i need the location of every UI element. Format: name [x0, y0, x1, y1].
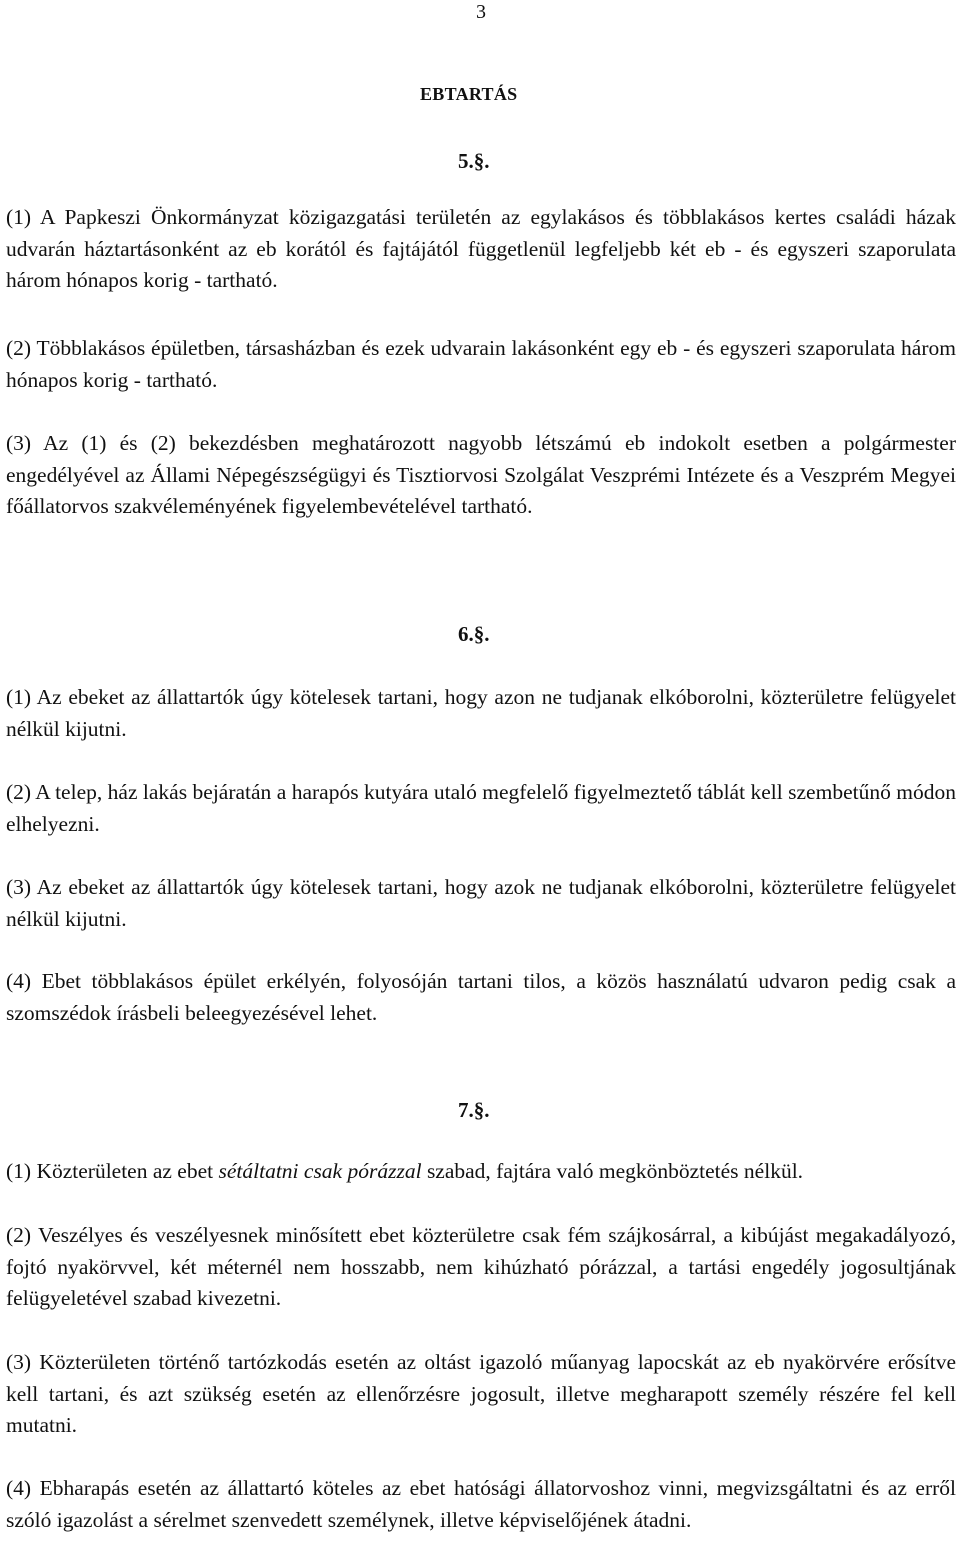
chapter-heading: EBTARTÁS: [420, 84, 518, 104]
paragraph-7-1-start: (1) Közterületen az ebet: [6, 1159, 219, 1183]
paragraph-5-2: (2) Többlakásos épületben, társasházban és ezek udvarain lakásonként egy eb - és egyszeri szaporulata három hónapos korig - tartható.: [6, 336, 956, 392]
paragraph-5-3: (3) Az (1) és (2) bekezdésben meghatározott nagyobb létszámú eb indokolt esetben a polgármester engedélyével az Állami Népegészségügyi és Tisztiorvosi Szolgálat Veszprémi Intézete és a Veszprém Megyei főállatorvos szakvéleményének figyelembevételével tartható.: [6, 431, 956, 518]
paragraph-6-1: (1) Az ebeket az állattartók úgy kötelesek tartani, hogy azon ne tudjanak elkóborolni, közterületre felügyelet nélkül kijutni.: [6, 685, 956, 741]
section-number-7: 7.§.: [458, 1098, 490, 1122]
paragraph-7-4: (4) Ebharapás esetén az állattartó köteles az ebet hatósági állatorvoshoz vinni, megvizsgáltatni és az erről szóló igazolást a sérelmet szenvedett személynek, illetve képviselőjének átadni.: [6, 1476, 956, 1532]
paragraph-7-1: [6, 1156, 956, 1188]
paragraph-7-1-italic: sétáltatni csak pórázzal: [218, 1159, 422, 1183]
paragraph-7-3: (3) Közterületen történő tartózkodás esetén az oltást igazoló műanyag lapocskát az eb nyakörvére erősítve kell tartani, és azt szükség esetén az ellenőrzésre jogosult, illetve megharapott személy részére fel kell mutatni.: [6, 1350, 956, 1437]
paragraph-6-3: (3) Az ebeket az állattartók úgy kötelesek tartani, hogy azok ne tudjanak elkóborolni, közterületre felügyelet nélkül kijutni.: [6, 875, 956, 931]
page-number: 3: [476, 1, 486, 23]
section-number-6: 6.§.: [458, 622, 490, 646]
paragraph-6-4: (4) Ebet többlakásos épület erkélyén, folyosóján tartani tilos, a közös használatú udvaron pedig csak a szomszédok írásbeli beleegyezésével lehet.: [6, 969, 956, 1025]
paragraph-5-1: (1) A Papkeszi Önkormányzat közigazgatási területén az egylakásos és többlakásos kertes családi házak udvarán háztartásonként az eb korától és fajtájától függetlenül legfeljebb két eb - és egyszeri szaporulata három hónapos korig - tartható.: [6, 205, 956, 292]
paragraph-7-1-end: szabad, fajtára való megkönböztetés nélkül.: [421, 1159, 804, 1183]
section-number-5: 5.§.: [458, 149, 490, 173]
paragraph-6-2: (2) A telep, ház lakás bejáratán a harapós kutyára utaló megfelelő figyelmeztető táblát kell szembetűnő módon elhelyezni.: [6, 780, 956, 836]
paragraph-7-2: (2) Veszélyes és veszélyesnek minősített ebet közterületre csak fém szájkosárral, a kibújást megakadályozó, fojtó nyakörvvel, két méternél nem hosszabb, nem kihúzható pórázzal, a tartási engedély jogosultjának felügyeletével szabad kivezetni.: [6, 1223, 956, 1310]
